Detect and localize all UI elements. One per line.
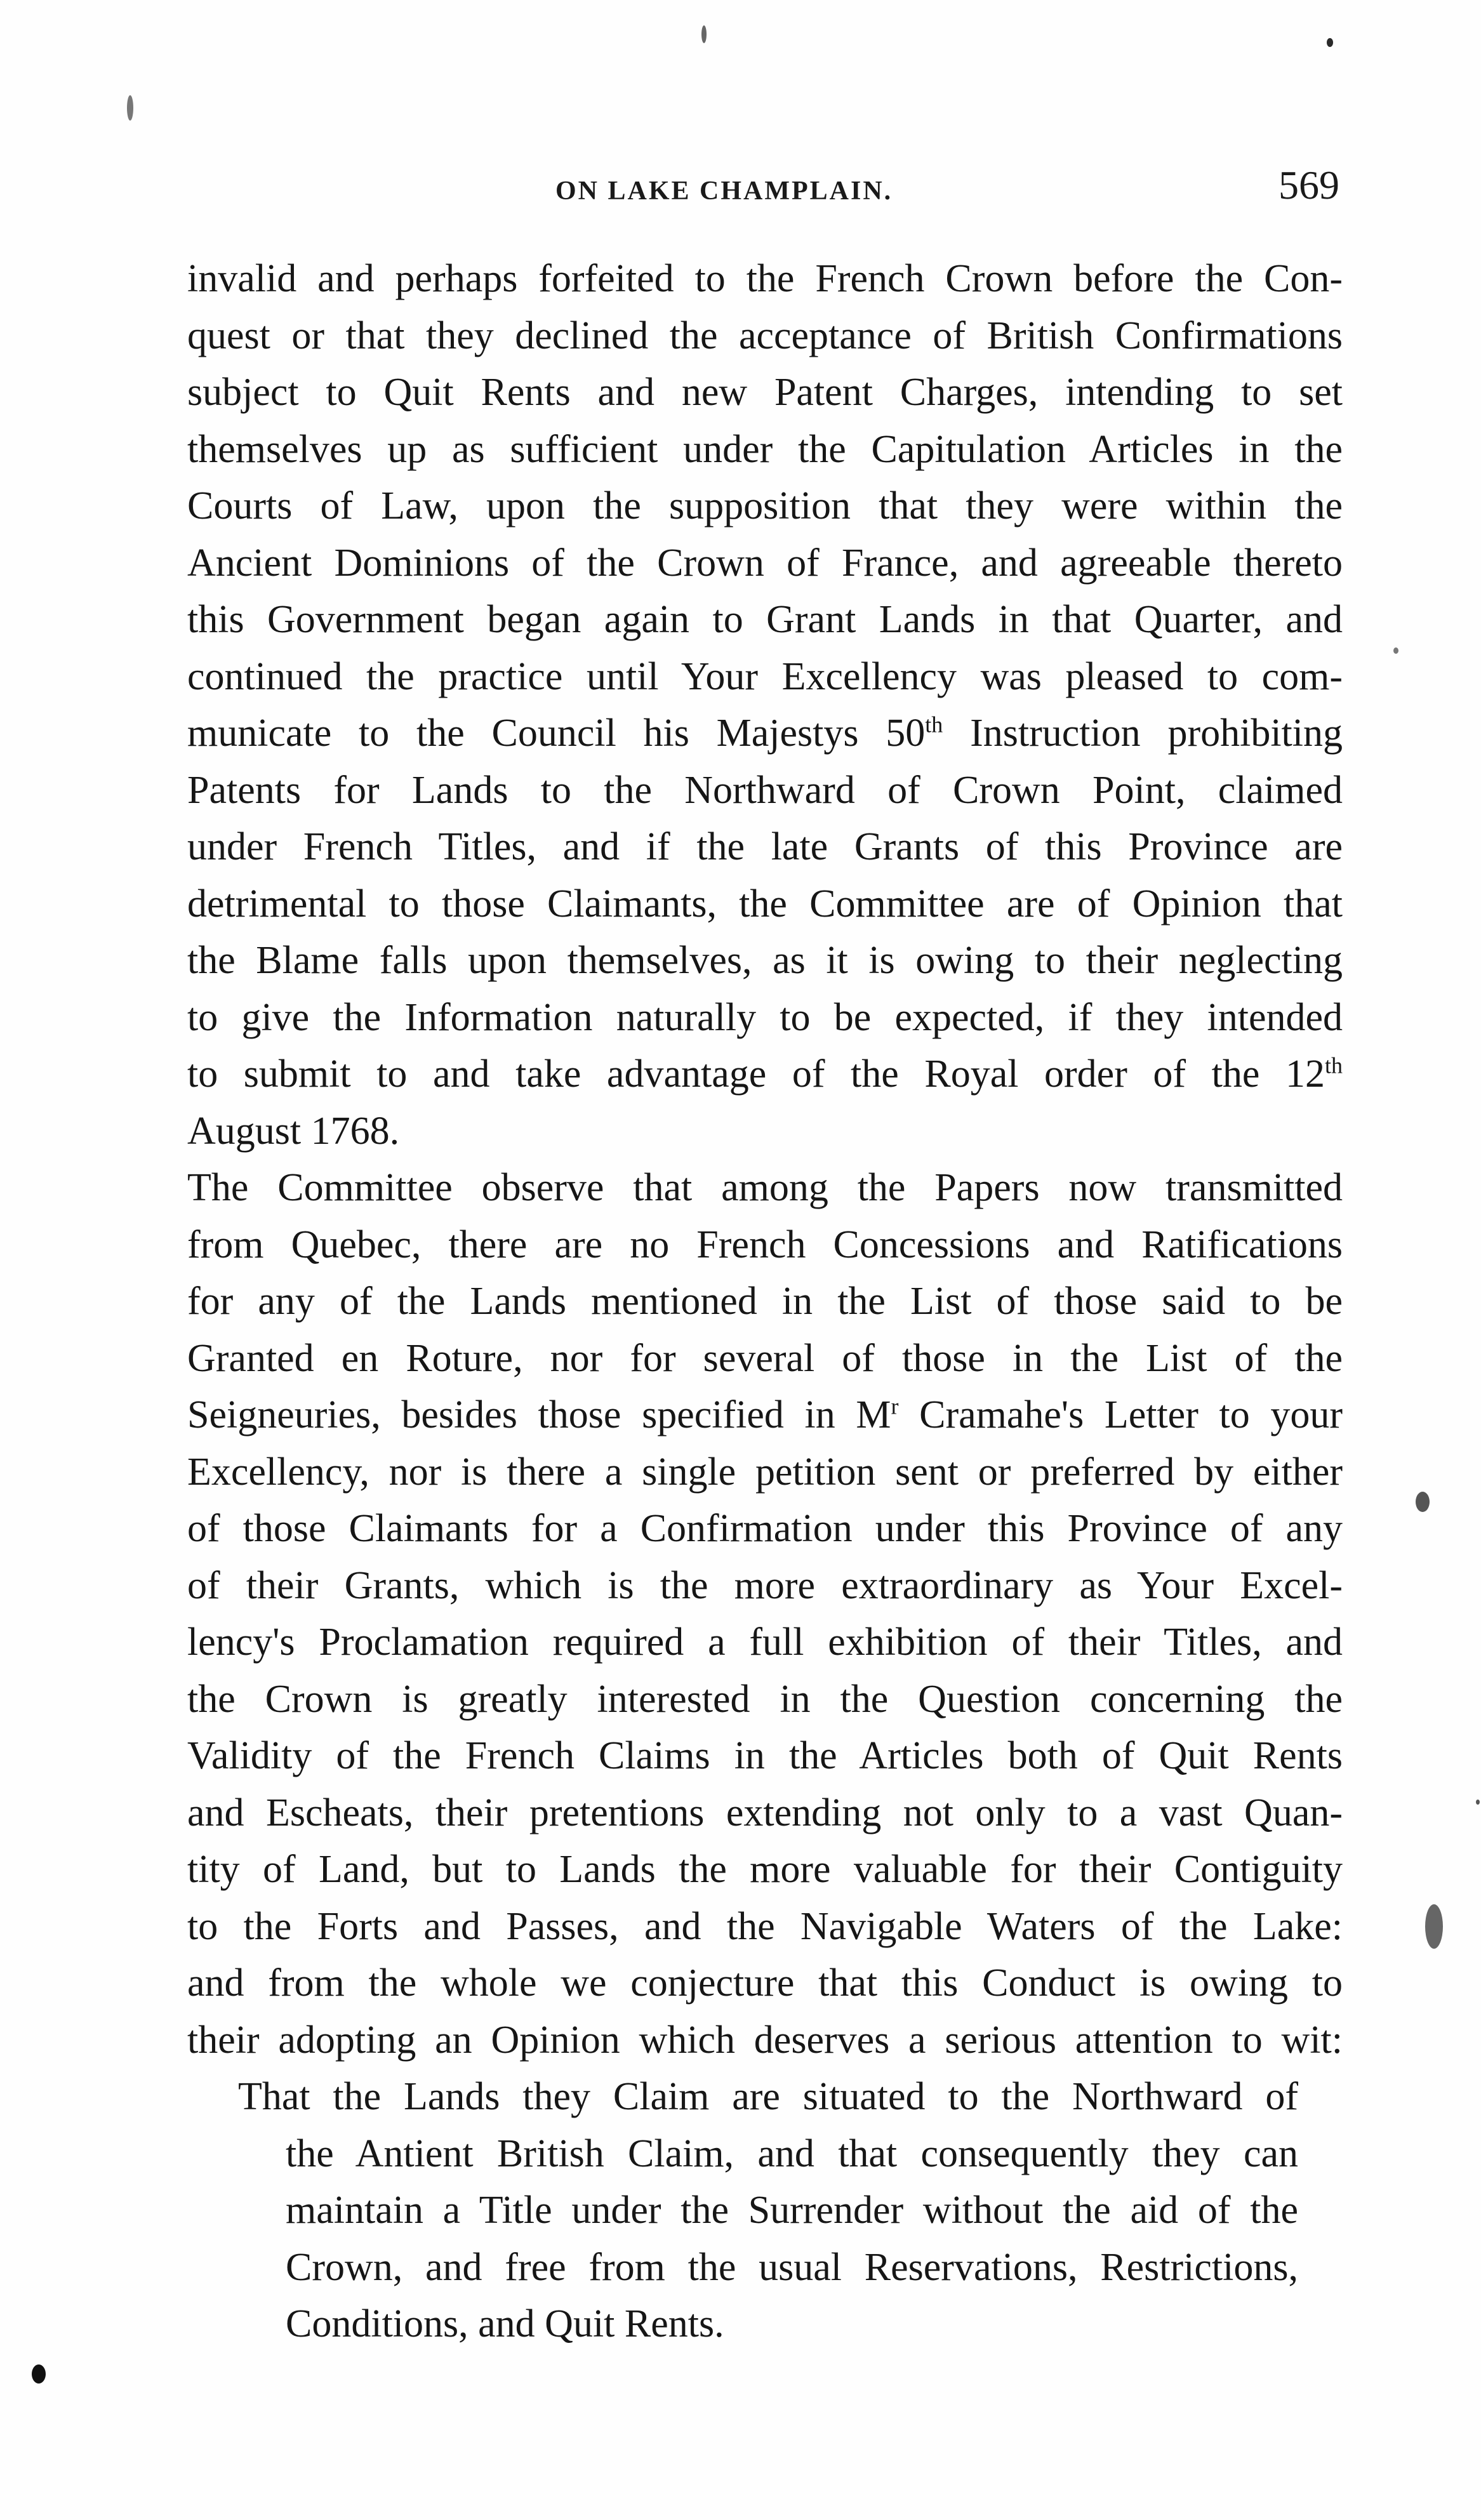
text-segment: municate to the Council his Majestys 50: [187, 712, 926, 755]
page-header: [187, 162, 1339, 213]
text-segment: Instruction prohibiting: [943, 712, 1343, 755]
paragraph-2: [187, 1160, 1343, 2069]
text-line: from Quebec, there are no French Concessions and Ratifications: [187, 1223, 1343, 1266]
scan-speck: [701, 25, 707, 43]
scan-speck: [127, 95, 133, 121]
superscript: th: [1324, 1052, 1343, 1078]
superscript: th: [925, 712, 943, 738]
text-line: [187, 705, 1343, 762]
body-text: [187, 251, 1343, 2353]
text-line: Ancient Dominions of the Crown of France, and agreeable thereto: [187, 541, 1343, 585]
text-line: Crown, and free from the usual Reservations, Restrictions,: [286, 2245, 1298, 2289]
scan-speck: [1416, 1492, 1430, 1512]
text-segment: Cramahe's Letter to your: [898, 1393, 1343, 1436]
text-line: Excellency, nor is there a single petition sent or preferred by either: [187, 1450, 1343, 1494]
text-segment: Seigneuries, besides those specified in M: [187, 1393, 891, 1436]
text-line: under French Titles, and if the late Grants of this Province are: [187, 825, 1343, 868]
text-line: their adopting an Opinion which deserves a serious attention to wit:: [187, 2018, 1343, 2062]
text-line: and Escheats, their pretentions extending not only to a vast Quan-: [187, 1791, 1343, 1834]
text-line: the Antient British Claim, and that consequently they can: [286, 2132, 1298, 2175]
text-line: The Committee observe that among the Papers now transmitted: [187, 1166, 1343, 1209]
text-line: [187, 1387, 1343, 1444]
text-line: of their Grants, which is the more extraordinary as Your Excel-: [187, 1563, 1343, 1607]
text-line: lency's Proclamation required a full exhibition of their Titles, and: [187, 1621, 1343, 1664]
text-line: Courts of Law, upon the supposition that they were within the: [187, 484, 1343, 527]
text-line: Patents for Lands to the Northward of Crown Point, claimed: [187, 768, 1343, 812]
running-head: ON LAKE CHAMPLAIN.: [555, 176, 893, 206]
scan-speck: [1393, 647, 1398, 654]
text-line: themselves up as sufficient under the Capitulation Articles in the: [187, 427, 1343, 471]
text-line: and from the whole we conjecture that this Conduct is owing to: [187, 1961, 1343, 2005]
paragraph-1: [187, 251, 1343, 1160]
quoted-claim: [187, 2069, 1343, 2353]
text-line: continued the practice until Your Excellency was pleased to com-: [187, 654, 1343, 698]
text-line: invalid and perhaps forfeited to the French Crown before the Con-: [187, 257, 1343, 300]
scan-speck: [1327, 38, 1333, 47]
superscript: r: [891, 1393, 899, 1419]
text-line: for any of the Lands mentioned in the List of those said to be: [187, 1280, 1343, 1323]
text-line: That the Lands they Claim are situated to the Northward of: [238, 2075, 1298, 2118]
text-line: tity of Land, but to Lands the more valuable for their Contiguity: [187, 1848, 1343, 1891]
text-line: [187, 1046, 1343, 1103]
page-number: 569: [1278, 162, 1339, 208]
scan-speck: [32, 2364, 46, 2384]
text-line: Conditions, and Quit Rents.: [286, 2302, 724, 2345]
text-line: of those Claimants for a Confirmation under this Province of any: [187, 1507, 1343, 1550]
text-line: to give the Information naturally to be expected, if they intended: [187, 995, 1343, 1039]
text-line: maintain a Title under the Surrender without the aid of the: [286, 2189, 1298, 2232]
text-segment: to submit to and take advantage of the Royal order of the 12: [187, 1052, 1325, 1096]
text-line: Validity of the French Claims in the Articles both of Quit Rents: [187, 1734, 1343, 1777]
text-line: to the Forts and Passes, and the Navigable Waters of the Lake:: [187, 1904, 1343, 1948]
text-line: Granted en Roture, nor for several of those in the List of the: [187, 1336, 1343, 1380]
text-line: detrimental to those Claimants, the Committee are of Opinion that: [187, 882, 1343, 925]
text-line: subject to Quit Rents and new Patent Charges, intending to set: [187, 371, 1343, 414]
scan-speck: [1425, 1904, 1443, 1949]
scan-speck: [1476, 1800, 1480, 1805]
text-line: this Government began again to Grant Lands in that Quarter, and: [187, 598, 1343, 641]
text-line: the Crown is greatly interested in the Question concerning the: [187, 1677, 1343, 1721]
text-line: quest or that they declined the acceptance of British Confirmations: [187, 314, 1343, 357]
text-line: August 1768.: [187, 1109, 400, 1153]
text-line: the Blame falls upon themselves, as it is owing to their neglecting: [187, 939, 1343, 982]
